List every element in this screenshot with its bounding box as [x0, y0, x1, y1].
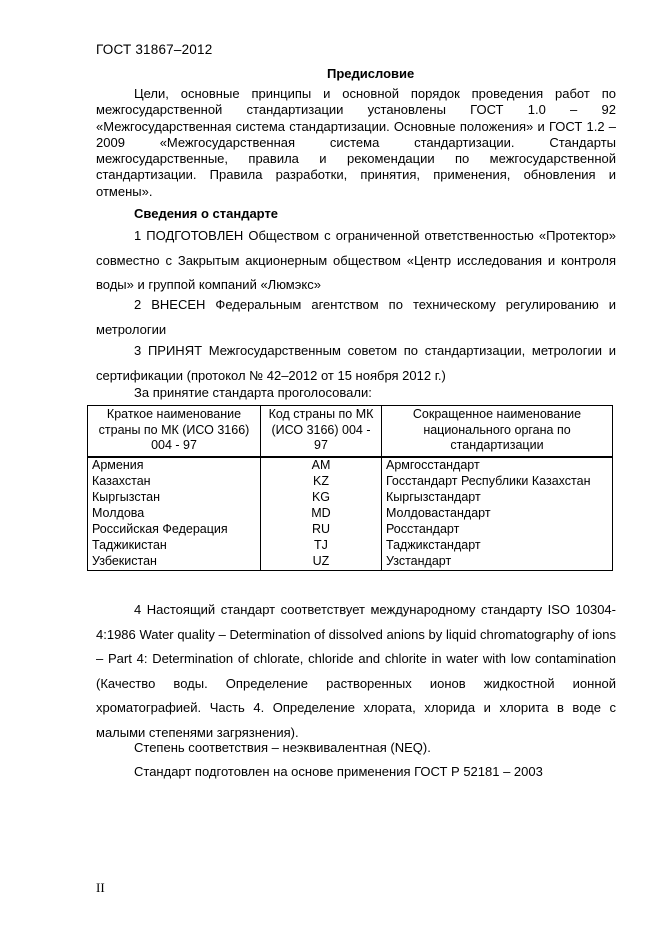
country-name: Кыргызстан	[88, 490, 261, 506]
page-number: II	[96, 880, 105, 895]
country-code: KG	[261, 490, 382, 506]
table-row	[88, 474, 613, 490]
table-header-row	[88, 406, 613, 457]
standards-body: Кыргызстандарт	[382, 490, 613, 506]
conformity-degree: Степень соответствия – неэквивалентная (NEQ).	[134, 740, 431, 755]
standards-body: Армгосстандарт	[382, 457, 613, 474]
table-row	[88, 490, 613, 506]
country-name: Казахстан	[88, 474, 261, 490]
countries-table	[87, 405, 613, 571]
foreword-title: Предисловие	[327, 66, 415, 81]
standards-body: Росстандарт	[382, 522, 613, 538]
country-name: Армения	[88, 457, 261, 474]
country-code: KZ	[261, 474, 382, 490]
country-code: AM	[261, 457, 382, 474]
header-country-code: Код страны по МК (ИСО 3166) 004 - 97	[261, 406, 382, 457]
vote-intro: За принятие стандарта проголосовали:	[134, 385, 372, 400]
table-row	[88, 538, 613, 554]
country-name: Узбекистан	[88, 554, 261, 571]
based-on-note: Стандарт подготовлен на основе применения ГОСТ Р 52181 – 2003	[134, 764, 543, 779]
country-code: RU	[261, 522, 382, 538]
info-item-introduced: 2 ВНЕСЕН Федеральным агентством по техническому регулированию и метрологии	[96, 297, 616, 337]
table-row	[88, 506, 613, 522]
document-code: ГОСТ 31867–2012	[96, 42, 213, 57]
standards-body: Узстандарт	[382, 554, 613, 571]
country-name: Таджикистан	[88, 538, 261, 554]
foreword-text: Цели, основные принципы и основной порядок проведения работ по межгосударственной стандартизации установлены ГОСТ 1.0 – 92 «Межгосударственная система стандартизации. Основные положения» и ГОСТ 1.2 – 2009 «Межгосударственная система стандартизации. Стандарты межгосударственные, правила и рекомендации по межгосударственной стандартизации. Правила разработки, принятия, применения, обновления и отмены».	[96, 86, 616, 199]
country-code: TJ	[261, 538, 382, 554]
standard-info-title: Сведения о стандарте	[134, 206, 279, 221]
country-code: MD	[261, 506, 382, 522]
table-row	[88, 457, 613, 474]
info-item-prepared: 1 ПОДГОТОВЛЕН Обществом с ограниченной ответственностью «Протектор» совместно с Закрытым акционерным обществом «Центр исследования и контроля воды» и группой компаний «Люмэкс»	[96, 228, 616, 292]
country-name: Молдова	[88, 506, 261, 522]
country-name: Российская Федерация	[88, 522, 261, 538]
info-item-adopted: 3 ПРИНЯТ Межгосударственным советом по стандартизации, метрологии и сертификации (протокол № 42–2012 от 15 ноября 2012 г.)	[96, 343, 616, 383]
standards-body: Таджикстандарт	[382, 538, 613, 554]
header-country-name: Краткое наименование страны по МК (ИСО 3166) 004 - 97	[88, 406, 261, 457]
standards-body: Госстандарт Республики Казахстан	[382, 474, 613, 490]
table-row	[88, 554, 613, 571]
table-row	[88, 522, 613, 538]
country-code: UZ	[261, 554, 382, 571]
standards-body: Молдовастандарт	[382, 506, 613, 522]
info-item-conformity-iso: 4 Настоящий стандарт соответствует международному стандарту ISO 10304-4:1986 Water quality – Determination of dissolved anions by liquid chromatography of ions – Part 4: Determination of chlorate, chloride and chlorite in water with low contamination (Качество воды. Определение растворенных ионов жидкостной ионной хроматографией. Часть 4. Определение хлората, хлорида и хлорита в воде с малыми степенями загрязнения).	[96, 602, 616, 740]
header-standards-body: Сокращенное наименование национального органа по стандартизации	[382, 406, 613, 457]
